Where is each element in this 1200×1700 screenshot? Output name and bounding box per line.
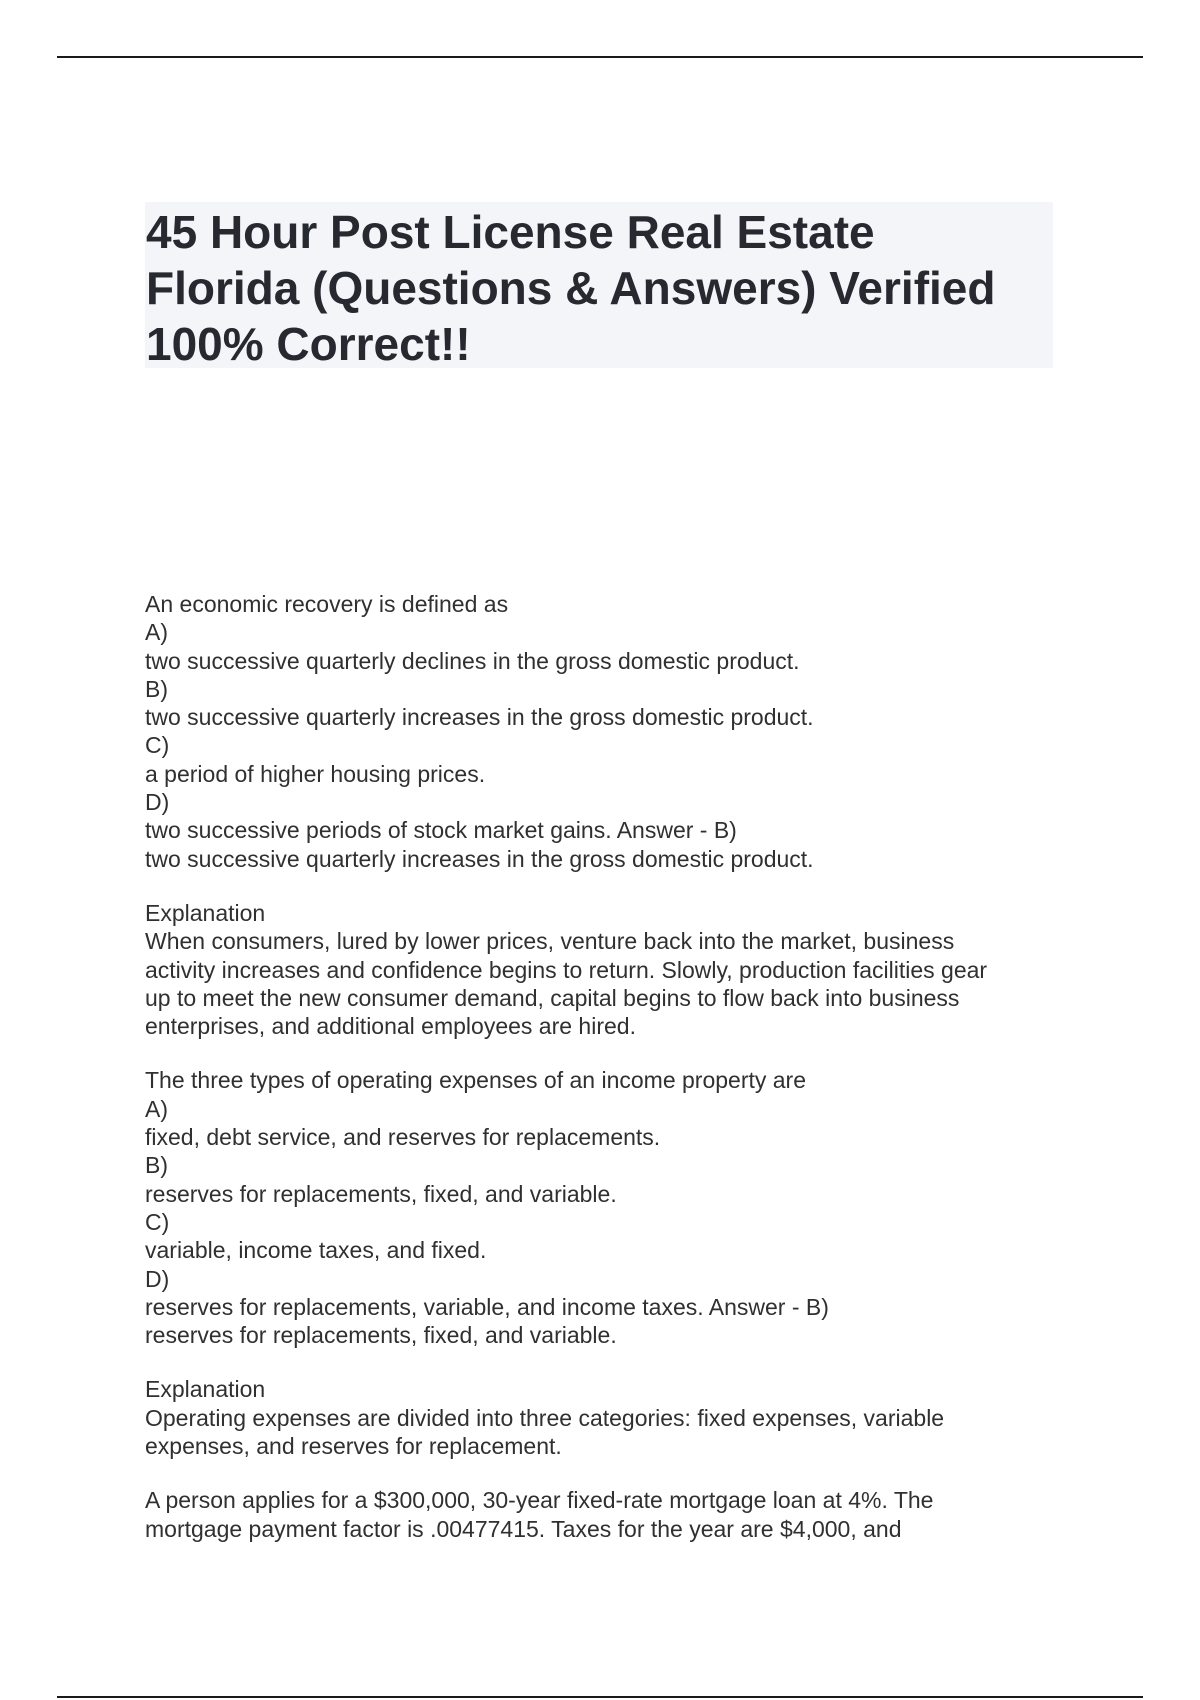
question-1 [145,590,1065,873]
option-b-label: B) [145,1152,168,1179]
explanation-line: activity increases and confidence begins to return. Slowly, production facilities gear [145,956,988,983]
explanation-2 [145,1375,1065,1460]
option-b-text: two successive quarterly increases in the gross domestic product. [145,704,814,731]
question-line: mortgage payment factor is .00477415. Taxes for the year are $4,000, and [145,1515,902,1542]
question-2 [145,1066,1065,1349]
document-body [145,590,1065,1543]
top-rule [57,56,1143,58]
document-title [146,204,1066,372]
question-line: A person applies for a $300,000, 30-year fixed-rate mortgage loan at 4%. The [145,1487,934,1514]
spacer [145,1040,1065,1066]
question-3 [145,1486,1065,1543]
explanation-1 [145,899,1065,1040]
option-c-text: variable, income taxes, and fixed. [145,1237,487,1264]
explanation-line: Operating expenses are divided into three categories: fixed expenses, variable [145,1404,945,1431]
option-c-label: C) [145,1208,170,1235]
option-d-text: reserves for replacements, variable, and income taxes. Answer - B) [145,1293,829,1320]
explanation-label: Explanation [145,1376,266,1403]
bottom-rule [57,1696,1143,1698]
title-line-2: Florida (Questions & Answers) Verified [146,262,996,314]
title-line-3: 100% Correct!! [146,318,471,370]
option-c-text: a period of higher housing prices. [145,760,486,787]
explanation-line: enterprises, and additional employees are hired. [145,1013,636,1040]
option-d-label: D) [145,789,170,816]
spacer [145,1349,1065,1375]
answer-text: reserves for replacements, fixed, and variable. [145,1322,617,1349]
option-a-text: fixed, debt service, and reserves for replacements. [145,1124,661,1151]
option-d-text: two successive periods of stock market gains. Answer - B) [145,817,737,844]
spacer [145,873,1065,899]
question-text: An economic recovery is defined as [145,591,509,617]
option-a-text: two successive quarterly declines in the gross domestic product. [145,647,800,674]
title-line-1: 45 Hour Post License Real Estate [146,206,875,258]
option-b-text: reserves for replacements, fixed, and variable. [145,1180,617,1207]
explanation-label: Explanation [145,899,266,926]
explanation-line: up to meet the new consumer demand, capital begins to flow back into business [145,984,960,1011]
option-a-label: A) [145,1095,168,1122]
answer-text: two successive quarterly increases in the gross domestic product. [145,845,814,872]
spacer [145,1460,1065,1486]
option-a-label: A) [145,619,168,646]
option-d-label: D) [145,1265,170,1292]
explanation-line: expenses, and reserves for replacement. [145,1433,562,1460]
question-text: The three types of operating expenses of an income property are [145,1067,807,1094]
explanation-line: When consumers, lured by lower prices, venture back into the market, business [145,928,955,955]
option-b-label: B) [145,675,168,702]
option-c-label: C) [145,732,170,759]
